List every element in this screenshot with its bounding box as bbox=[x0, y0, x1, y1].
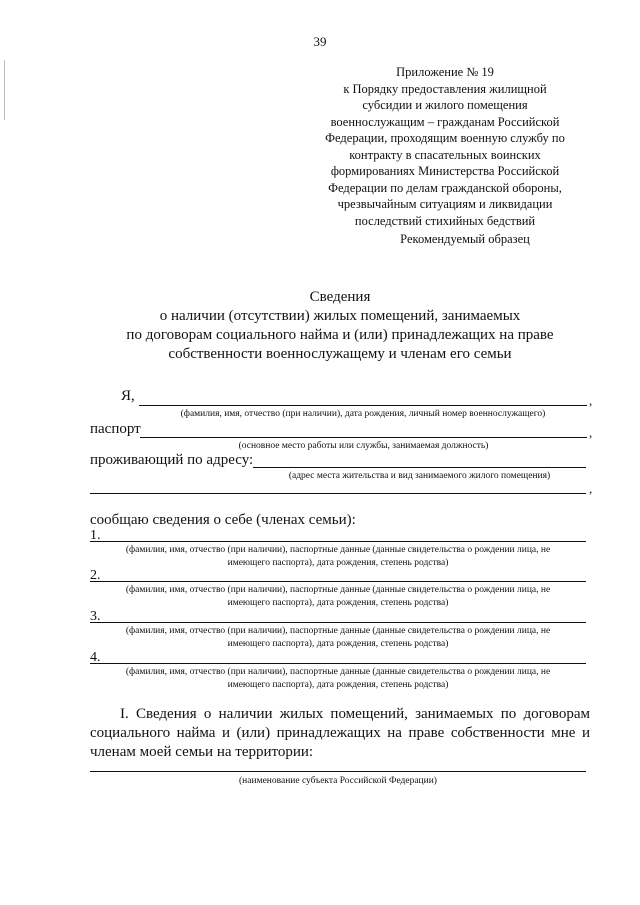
member-caption-line: имеющего паспорта), дата рождения, степень родства) bbox=[227, 557, 449, 568]
name-field-line[interactable] bbox=[139, 405, 587, 406]
page-number: 39 bbox=[313, 34, 327, 49]
appendix-line: Федерации по делам гражданской обороны, bbox=[328, 180, 562, 195]
scan-edge-mark bbox=[4, 60, 5, 120]
member-number: 3. bbox=[90, 609, 101, 624]
appendix-line: Федерации, проходящим военную службу по bbox=[325, 131, 565, 145]
member-field-line[interactable] bbox=[90, 663, 586, 664]
title-heading: Сведения bbox=[309, 289, 371, 305]
sample-note: Рекомендуемый образец bbox=[400, 232, 530, 246]
appendix-block bbox=[300, 64, 590, 229]
appendix-line: к Порядку предоставления жилищной bbox=[343, 81, 547, 96]
member-caption bbox=[90, 625, 586, 650]
appendix-title: Приложение № 19 bbox=[396, 65, 494, 79]
member-caption-line: имеющего паспорта), дата рождения, степень родства) bbox=[227, 679, 449, 690]
member-caption-line: (фамилия, имя, отчество (при наличии), паспортные данные (данные свидетельства о рождении лица, не bbox=[125, 626, 551, 636]
member-number: 1. bbox=[90, 528, 101, 543]
address-field-caption: (адрес места жительства и вид занимаемого жилого помещения) bbox=[288, 471, 551, 481]
i-label: Я, bbox=[121, 388, 135, 404]
region-field-caption: (наименование субъекта Российской Федерации) bbox=[239, 776, 437, 786]
title-line: по договорам социального найма и (или) принадлежащих на праве bbox=[126, 327, 554, 343]
member-caption-line: (фамилия, имя, отчество (при наличии), паспортные данные (данные свидетельства о рождении лица, не bbox=[125, 545, 551, 555]
title-line: о наличии (отсутствии) жилых помещений, занимаемых bbox=[159, 308, 521, 324]
section-1-text: I. Сведения о наличии жилых помещений, занимаемых по договорам социального найма и (или) принадлежащих на праве собственности мне и членам моей семьи на территории: bbox=[90, 706, 590, 760]
comma: , bbox=[589, 425, 593, 440]
comma: , bbox=[589, 393, 593, 408]
address-label: проживающий по адресу: bbox=[90, 452, 254, 468]
member-field-line[interactable] bbox=[90, 622, 586, 623]
member-caption-line: имеющего паспорта), дата рождения, степень родства) bbox=[227, 638, 449, 649]
report-label: сообщаю сведения о себе (членах семьи): bbox=[90, 512, 356, 528]
address-field-line[interactable] bbox=[253, 467, 586, 468]
member-caption bbox=[90, 584, 586, 609]
passport-field-line[interactable] bbox=[140, 437, 587, 438]
title-line: собственности военнослужащему и членам его семьи bbox=[168, 346, 512, 362]
appendix-line: военнослужащим – гражданам Российской bbox=[330, 114, 560, 129]
appendix-line: последствий стихийных бедствий bbox=[354, 213, 536, 228]
appendix-line: чрезвычайным ситуациям и ликвидации bbox=[337, 197, 553, 211]
member-number: 2. bbox=[90, 568, 101, 583]
member-caption-line: (фамилия, имя, отчество (при наличии), паспортные данные (данные свидетельства о рождении лица, не bbox=[125, 667, 551, 677]
comma: , bbox=[589, 481, 593, 496]
appendix-line: формированиях Министерства Российской bbox=[330, 164, 560, 178]
passport-field-caption: (основное место работы или службы, занимаемая должность) bbox=[238, 441, 489, 451]
member-caption-line: имеющего паспорта), дата рождения, степень родства) bbox=[227, 597, 449, 608]
appendix-line: субсидии и жилого помещения bbox=[362, 98, 528, 112]
member-caption-line: (фамилия, имя, отчество (при наличии), паспортные данные (данные свидетельства о рождении лица, не bbox=[125, 585, 551, 595]
name-field-caption: (фамилия, имя, отчество (при наличии), дата рождения, личный номер военнослужащего) bbox=[180, 409, 546, 419]
appendix-line: контракту в спасательных воинских bbox=[349, 147, 541, 162]
member-caption bbox=[90, 544, 586, 569]
passport-label: паспорт bbox=[90, 421, 141, 437]
member-field-line[interactable] bbox=[90, 581, 586, 582]
member-field-line[interactable] bbox=[90, 541, 586, 542]
document-title bbox=[90, 288, 590, 364]
member-number: 4. bbox=[90, 650, 101, 665]
region-field-line[interactable] bbox=[90, 771, 586, 772]
member-caption bbox=[90, 666, 586, 691]
address-field-line-2[interactable] bbox=[90, 493, 586, 494]
